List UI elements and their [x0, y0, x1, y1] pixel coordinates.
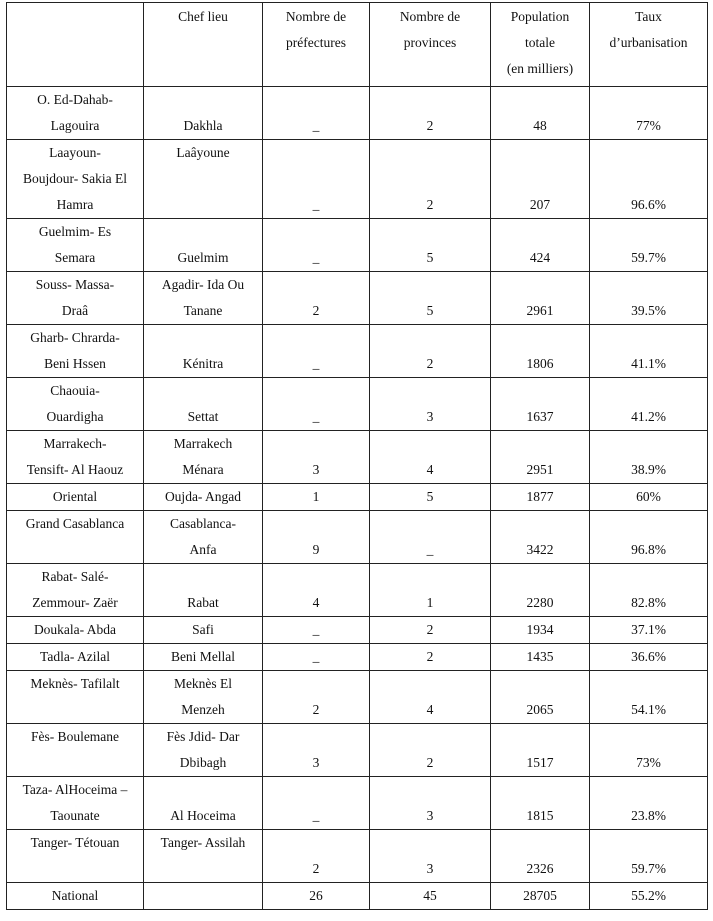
cell-chef-lieu: [144, 883, 263, 910]
cell-region: Doukala- Abda: [7, 617, 144, 644]
table-row: [7, 617, 708, 644]
cell-region: Tadla- Azilal: [7, 644, 144, 671]
cell-taux: 23.8%: [590, 777, 708, 830]
cell-provinces: 2: [370, 724, 491, 777]
header-taux: Taux d’urbanisation: [590, 3, 708, 87]
cell-prefectures: _: [263, 325, 370, 378]
cell-provinces: 3: [370, 378, 491, 431]
cell-provinces: 2: [370, 87, 491, 140]
document-page: [6, 2, 708, 910]
cell-chef-lieu: Marrakech Ménara: [144, 431, 263, 484]
header-provinces: Nombre de provinces: [370, 3, 491, 87]
table-row: [7, 87, 708, 140]
cell-chef-lieu: Al Hoceima: [144, 777, 263, 830]
cell-region: Souss- Massa- Draâ: [7, 272, 144, 325]
cell-population: 2065: [491, 671, 590, 724]
cell-prefectures: 3: [263, 431, 370, 484]
cell-provinces: 2: [370, 617, 491, 644]
cell-prefectures: 4: [263, 564, 370, 617]
cell-population: 1517: [491, 724, 590, 777]
cell-region: Tanger- Tétouan: [7, 830, 144, 883]
cell-prefectures: _: [263, 644, 370, 671]
cell-population: 3422: [491, 511, 590, 564]
cell-prefectures: 2: [263, 272, 370, 325]
cell-prefectures: 26: [263, 883, 370, 910]
cell-prefectures: _: [263, 378, 370, 431]
cell-prefectures: 1: [263, 484, 370, 511]
cell-region: O. Ed-Dahab- Lagouira: [7, 87, 144, 140]
cell-population: 1815: [491, 777, 590, 830]
cell-provinces: 1: [370, 564, 491, 617]
cell-region: Gharb- Chrarda- Beni Hssen: [7, 325, 144, 378]
table-row: [7, 671, 708, 724]
header-row: [7, 3, 708, 87]
cell-region: National: [7, 883, 144, 910]
cell-population: 2280: [491, 564, 590, 617]
cell-population: 1934: [491, 617, 590, 644]
cell-taux: 41.1%: [590, 325, 708, 378]
cell-chef-lieu: Fès Jdid- Dar Dbibagh: [144, 724, 263, 777]
cell-population: 48: [491, 87, 590, 140]
cell-population: 1806: [491, 325, 590, 378]
cell-population: 2326: [491, 830, 590, 883]
cell-taux: 37.1%: [590, 617, 708, 644]
cell-region: Taza- AlHoceima – Taounate: [7, 777, 144, 830]
cell-population: 2961: [491, 272, 590, 325]
cell-provinces: 2: [370, 325, 491, 378]
cell-region: Meknès- Tafilalt: [7, 671, 144, 724]
table-row: [7, 724, 708, 777]
cell-region: Marrakech- Tensift- Al Haouz: [7, 431, 144, 484]
cell-region: Chaouia- Ouardigha: [7, 378, 144, 431]
header-chef-lieu: Chef lieu: [144, 3, 263, 87]
cell-provinces: 3: [370, 830, 491, 883]
cell-provinces: _: [370, 511, 491, 564]
cell-provinces: 5: [370, 272, 491, 325]
cell-provinces: 5: [370, 484, 491, 511]
table-row: [7, 272, 708, 325]
cell-taux: 77%: [590, 87, 708, 140]
table-row: [7, 883, 708, 910]
cell-taux: 60%: [590, 484, 708, 511]
cell-prefectures: _: [263, 617, 370, 644]
table-row: [7, 564, 708, 617]
cell-taux: 59.7%: [590, 830, 708, 883]
cell-provinces: 45: [370, 883, 491, 910]
regions-table: [6, 2, 708, 910]
cell-taux: 96.6%: [590, 140, 708, 219]
cell-provinces: 4: [370, 431, 491, 484]
cell-taux: 59.7%: [590, 219, 708, 272]
cell-region: Oriental: [7, 484, 144, 511]
cell-taux: 41.2%: [590, 378, 708, 431]
table-row: [7, 219, 708, 272]
header-prefectures: Nombre de préfectures: [263, 3, 370, 87]
cell-prefectures: _: [263, 87, 370, 140]
cell-provinces: 2: [370, 140, 491, 219]
cell-chef-lieu: Dakhla: [144, 87, 263, 140]
cell-taux: 55.2%: [590, 883, 708, 910]
cell-population: 2951: [491, 431, 590, 484]
cell-region: Rabat- Salé- Zemmour- Zaër: [7, 564, 144, 617]
cell-chef-lieu: Guelmim: [144, 219, 263, 272]
cell-prefectures: _: [263, 777, 370, 830]
cell-population: 28705: [491, 883, 590, 910]
cell-chef-lieu: Casablanca- Anfa: [144, 511, 263, 564]
table-row: [7, 511, 708, 564]
cell-chef-lieu: Tanger- Assilah: [144, 830, 263, 883]
table-row: [7, 431, 708, 484]
cell-region: Guelmim- Es Semara: [7, 219, 144, 272]
cell-prefectures: 2: [263, 671, 370, 724]
cell-taux: 39.5%: [590, 272, 708, 325]
cell-region: Grand Casablanca: [7, 511, 144, 564]
table-row: [7, 777, 708, 830]
cell-taux: 82.8%: [590, 564, 708, 617]
cell-provinces: 4: [370, 671, 491, 724]
cell-population: 424: [491, 219, 590, 272]
cell-chef-lieu: Kénitra: [144, 325, 263, 378]
cell-prefectures: 3: [263, 724, 370, 777]
table-row: [7, 644, 708, 671]
cell-prefectures: 9: [263, 511, 370, 564]
cell-provinces: 3: [370, 777, 491, 830]
cell-taux: 96.8%: [590, 511, 708, 564]
cell-region: Laayoun- Boujdour- Sakia El Hamra: [7, 140, 144, 219]
cell-taux: 54.1%: [590, 671, 708, 724]
header-region: [7, 3, 144, 87]
table-row: [7, 378, 708, 431]
cell-taux: 38.9%: [590, 431, 708, 484]
cell-region: Fès- Boulemane: [7, 724, 144, 777]
cell-taux: 36.6%: [590, 644, 708, 671]
table-row: [7, 325, 708, 378]
cell-population: 1435: [491, 644, 590, 671]
cell-prefectures: 2: [263, 830, 370, 883]
cell-chef-lieu: Oujda- Angad: [144, 484, 263, 511]
cell-chef-lieu: Rabat: [144, 564, 263, 617]
cell-population: 207: [491, 140, 590, 219]
table-row: [7, 140, 708, 219]
cell-chef-lieu: Settat: [144, 378, 263, 431]
cell-chef-lieu: Beni Mellal: [144, 644, 263, 671]
table-row: [7, 830, 708, 883]
cell-population: 1877: [491, 484, 590, 511]
header-population: Population totale (en milliers): [491, 3, 590, 87]
cell-chef-lieu: Laâyoune: [144, 140, 263, 219]
cell-population: 1637: [491, 378, 590, 431]
cell-taux: 73%: [590, 724, 708, 777]
cell-chef-lieu: Safi: [144, 617, 263, 644]
cell-chef-lieu: Agadir- Ida Ou Tanane: [144, 272, 263, 325]
cell-prefectures: _: [263, 140, 370, 219]
cell-prefectures: _: [263, 219, 370, 272]
cell-provinces: 5: [370, 219, 491, 272]
cell-chef-lieu: Meknès El Menzeh: [144, 671, 263, 724]
table-row: [7, 484, 708, 511]
cell-provinces: 2: [370, 644, 491, 671]
